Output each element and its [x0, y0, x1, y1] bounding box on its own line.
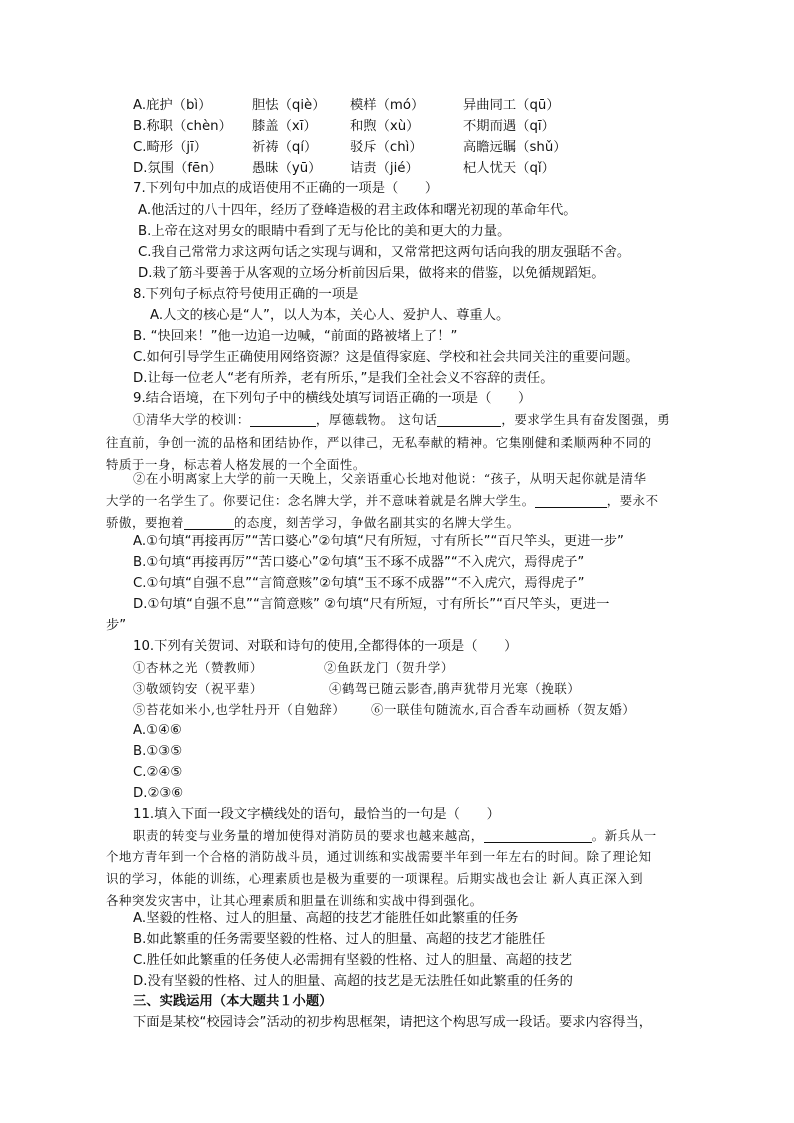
fill-blank	[437, 412, 501, 427]
option-cell: 杞人忧天（qǐ）	[463, 161, 555, 176]
q11-passage-line	[133, 826, 657, 846]
option-cell: 祈祷（qí）	[252, 140, 318, 155]
q10-stem: 10.下列有关贺词、对联和诗句的使用,全都得体的一项是（ ）	[133, 639, 518, 654]
option-cell: 诘责（jié）	[350, 161, 419, 176]
q9-passage-line	[106, 491, 659, 511]
q7-stem: 7.下列句中加点的成语使用不正确的一项是（ ）	[133, 181, 439, 196]
option-cell: 愚昧（yū）	[252, 161, 322, 176]
q9-option-c: C.①句填“自强不息”“言简意赅”②句填“玉不琢不成器”“不入虎穴，焉得虎子”	[133, 576, 585, 591]
passage-text: 。新兵从一	[591, 828, 657, 843]
fill-blank	[184, 515, 234, 530]
option-cell: C.畸形（jī）	[133, 140, 208, 155]
option-cell: 和煦（xù）	[350, 119, 420, 134]
option-cell: B.称职（chèn）	[133, 119, 232, 134]
q11-passage-line: 个地方青年到一个合格的消防战斗员，通过训练和实战需要半年到一年左右的时间。除了理论知	[106, 849, 652, 864]
q11-option-b: B.如此繁重的任务需要坚毅的性格、过人的胆量、高超的技艺才能胜任	[133, 932, 546, 947]
q10-option-d: D.②③⑥	[133, 786, 184, 801]
option-cell: 模样（mó）	[350, 98, 425, 113]
q11-option-d: D.没有坚毅的性格、过人的胆量、高超的技艺是无法胜任如此繁重的任务的	[133, 974, 573, 989]
q9-passage-line	[133, 410, 670, 430]
q10-item: ⑤苔花如米小,也学牡丹开（自勉辞）	[133, 702, 346, 717]
q8-option-d: D.让每一位老人“老有所养，老有所乐，”是我们全社会义不容辞的责任。	[133, 371, 554, 386]
q10-item: ③敬颂钧安（祝平辈）	[133, 681, 263, 696]
option-cell: 异曲同工（qū）	[463, 98, 560, 113]
fill-blank	[250, 412, 316, 427]
passage-text: ，要永不	[606, 493, 659, 508]
q9-option-d: D.①句填“自强不息”“言简意赅” ②句填“尺有所短，寸有所长”“百尺竿头，更进一	[133, 597, 610, 612]
option-cell: 膝盖（xī）	[252, 119, 317, 134]
q7-option-c: C.我自己常常力求这两句话之实现与调和，又常常把这两句话向我的朋友强聒不舍。	[138, 245, 631, 260]
q7-option-b: B.上帝在这对男女的眼睛中看到了无与伦比的美和更大的力量。	[138, 224, 511, 239]
q11-passage-line: 各种突发灾害中，让其心理素质和胆量在训练和实战中得到强化。	[106, 893, 483, 908]
q8-option-a: A.人文的核心是“人”，以人为本，关心人、爱护人、尊重人。	[150, 308, 510, 323]
passage-text: 的态度，刻苦学习，争做名副其实的名牌大学生。	[233, 515, 520, 530]
option-cell: 胆怯（qiè）	[252, 98, 326, 113]
option-cell: A.庇护（bì）	[133, 98, 212, 113]
q10-item: ④鹤驾已随云影杳,鹃声犹带月光寒（挽联）	[329, 681, 581, 696]
q10-option-c: C.②④⑤	[133, 765, 183, 780]
passage-text: 骄傲，要抱着	[106, 515, 184, 530]
q9-option-d-continued: 步”	[106, 618, 127, 633]
q7-option-a: A.他活过的八十四年，经历了登峰造极的君主政体和曙光初现的革命年代。	[138, 203, 577, 218]
q9-passage-line: ②在小明离家上大学的前一天晚上，父亲语重心长地对他说：“孩子，从明天起你就是清华	[133, 471, 647, 486]
section-text: 下面是某校“校园诗会”活动的初步构思框架，请把这个构思写成一段话。要求内容得当，	[133, 1015, 653, 1030]
passage-text: 职责的转变与业务量的增加使得对消防员的要求也越来越高，	[133, 828, 484, 843]
q10-item: ⑥一联佳句随流水,百合香车动画桥（贺友婚）	[371, 702, 636, 717]
passage-text: 大学的一名学生了。你要记住：念名牌大学，并不意味着就是名牌大学生。	[106, 493, 535, 508]
q11-option-c: C.胜任如此繁重的任务使人必需拥有坚毅的性格、过人的胆量、高超的技艺	[133, 953, 573, 968]
fill-blank	[484, 828, 592, 843]
q10-item: ①杏林之光（赞教师）	[133, 660, 263, 675]
option-cell: D.氛围（fēn）	[133, 161, 222, 176]
q8-stem: 8.下列句子标点符号使用正确的一项是	[133, 287, 359, 302]
q10-item: ②鱼跃龙门（贺升学）	[324, 660, 454, 675]
q8-option-b: B. “快回来！”他一边追一边喊，“前面的路被堵上了！”	[133, 329, 458, 344]
q9-passage-line: 往直前，争创一流的品格和团结协作，严以律己，无私奉献的精神。它集刚健和柔顺两种不同的	[106, 435, 652, 450]
section-title: 三、实践运用（本大题共１小题）	[133, 994, 333, 1009]
q9-passage-line	[106, 513, 520, 533]
q10-option-a: A.①④⑥	[133, 723, 182, 738]
q11-stem: 11.填入下面一段文字横线处的语句，最恰当的一句是（ ）	[133, 807, 500, 822]
q9-option-b: B.①句填“再接再厉”“苦口婆心”②句填“玉不琢不成器”“不入虎穴，焉得虎子”	[133, 555, 585, 570]
passage-text: ，要求学生具有奋发图强，勇	[501, 412, 671, 427]
q8-option-c: C.如何引导学生正确使用网络资源？这是值得家庭、学校和社会共同关注的重要问题。	[133, 350, 639, 365]
passage-text: ①清华大学的校训：	[133, 412, 250, 427]
q9-option-a: A.①句填“再接再厉”“苦口婆心”②句填“尺有所短，寸有所长”“百尺竿头，更进一步”	[133, 534, 624, 549]
option-cell: 驳斥（chì）	[350, 140, 423, 155]
option-cell: 不期而遇（qī）	[463, 119, 555, 134]
passage-text: ，厚德载物。 这句话	[315, 412, 438, 427]
q9-stem: 9.结合语境，在下列句子中的横线处填写词语正确的一项是（ ）	[133, 391, 532, 406]
q11-option-a: A.坚毅的性格、过人的胆量、高超的技艺才能胜任如此繁重的任务	[133, 911, 519, 926]
q11-passage-line: 识的学习，体能的训练，心理素质也是极为重要的一项课程。后期实战也会让 新人真正深入到	[106, 871, 644, 886]
q10-option-b: B.①③⑤	[133, 744, 183, 759]
q9-passage-line: 特质于一身，标志着人格发展的一个全面性。	[106, 457, 366, 472]
q7-option-d: D.栽了筋斗要善于从客观的立场分析前因后果，做将来的借鉴，以免循规蹈矩。	[138, 266, 605, 281]
option-cell: 高瞻远瞩（shǔ）	[463, 140, 567, 155]
fill-blank	[535, 493, 607, 508]
